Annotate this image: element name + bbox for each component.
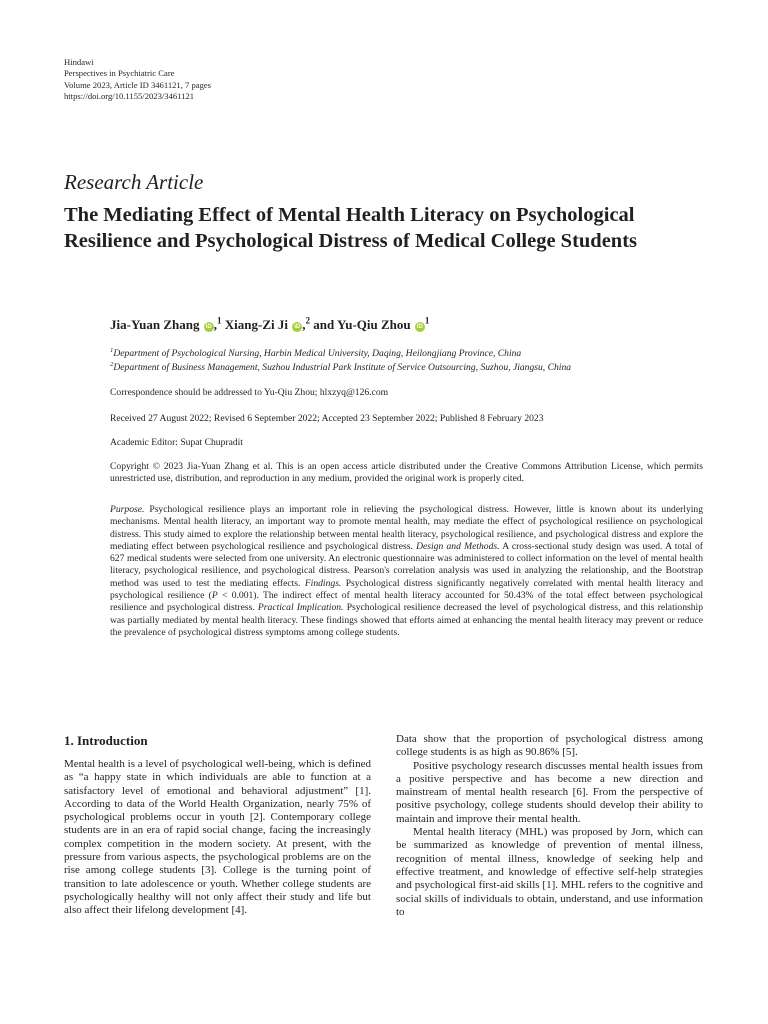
affiliation-text: Department of Business Management, Suzhou Industrial Park Institute of Service Outsourcing, Suzhou, Jiangsu, China [113,362,572,373]
p-value-symbol: P [211,590,218,602]
methods-label: Design and Methods. [416,540,500,552]
paragraph: Mental health literacy (MHL) was proposed by Jorn, which can be summarized as knowledge of prevention of mental illness, recognition of mental illness, knowledge of seeking help and effective treatment, and knowledge of effective self-help strategies and psychological first-aid skills [1]. MHL refers to the cognitive and social skills of individuals to obtain, understand, and use information to [396,826,703,918]
author-affil-number: 2 [305,315,311,326]
journal-header [64,57,211,103]
journal-name: Perspectives in Psychiatric Care [64,68,175,79]
academic-editor: Academic Editor: Supat Chupradit [110,437,243,448]
paper-title: The Mediating Effect of Mental Health Literacy on Psychological Resilience and Psychological Distress of Medical College Students [64,204,638,252]
affiliation-item [110,347,571,361]
paragraph: Data show that the proportion of psychological distress among college students is as high as 90.86% [5]. [396,733,703,759]
paragraph: Positive psychology research discusses mental health issues from a positive perspective and has become a new direction and mainstream of mental health research [6]. From the perspective of positive psychology, college students should develop their ability to maintain and improve their mental health. [396,759,703,825]
orcid-icon[interactable]: iD [294,324,301,330]
author-name: Jia-Yuan Zhang [110,317,200,332]
publication-dates: Received 27 August 2022; Revised 6 September 2022; Accepted 23 September 2022; Published 8 February 2023 [110,413,544,424]
copyright-notice: Copyright © 2023 Jia-Yuan Zhang et al. This is an open access article distributed under the Creative Commons Attribution License, which permits unrestricted use, distribution, and reproduction in any medium, provided the original work is properly cited. [110,461,703,485]
affiliation-number: 1 [110,346,114,354]
findings-label: Findings. [304,577,342,589]
doi-link[interactable]: https://doi.org/10.1155/2023/3461121 [64,91,195,102]
methods-text: A cross-sectional study design was used. A total of 627 medical students were selected from one university. An electronic questionnaire was administered to collect information on the level of mental health literacy, psychological resilience, and psychological distress. Pearson's correlation analysis was used in analyzing the relationship, and the Bootstrap method was used to test the mediating effects. [110,540,704,589]
author-affil-number: 1 [216,315,222,326]
volume-line: Volume 2023, Article ID 3461121, 7 pages [64,79,212,90]
abstract [110,504,703,639]
author-list: Jia-Yuan Zhang iD ,$^1$ Xiang-Zi Ji iD ,$^2$ and Yu-Qiu Zhou $iD^1$ [110,315,430,332]
left-column [64,758,371,918]
correspondence-line: Correspondence should be addressed to Yu-Qiu Zhou; hlxzyq@126.com [110,387,389,398]
findings-text: Psychological distress significantly negatively correlated with mental health literacy and psychological resilience ( [110,577,703,602]
purpose-label: Purpose. [110,504,145,515]
paragraph: Mental health is a level of psychological well-being, which is defined as “a happy state in which individuals are able to function at a satisfactory level of emotional and behavioral adjustment” [1]. According to data of the World Health Organization, nearly 75% of psychological problems occur in youth [2]. Contemporary college students are in an era of rapid social change, facing the increasingly complex competition in the modern society. At present, with the pressure from various aspects, the psychological problems are on the rise among college students [3]. College is the turning point of transition to late adolescence or youth. Whether college students are psychologically healthy will not only affect their study and life but also affect their lifelong development [4]. [64,758,371,917]
implication-text: Psychological resilience decreased the level of psychological distress, and this relationship was partially mediated by mental health literacy. These findings showed that efforts aimed at enhancing the mental health literacy may prevent or reduce the prevalence of psychological distress symptoms among college students. [110,602,703,638]
author-name: Xiang-Zi Ji [224,317,288,332]
affiliations [110,347,571,375]
orcid-icon[interactable]: iD [416,324,423,330]
orcid-icon[interactable]: iD [205,324,212,330]
author-name: Yu-Qiu Zhou [337,317,411,332]
author-conjunction: and [313,317,335,332]
affiliation-number: 2 [110,360,114,368]
affiliation-item [110,361,571,375]
right-column [396,733,703,919]
section-heading: 1. Introduction [64,733,148,748]
affiliation-text: Department of Psychological Nursing, Harbin Medical University, Daqing, Heilongjiang Province, China [113,348,522,359]
purpose-text: Psychological resilience plays an important role in relieving the psychological distress. However, little is known about its underlying mechanisms. Mental health literacy, an important way to promote mental health, may mediate the effect of psychological resilience on psychological distress. This study aimed to explore the relationship between mental health literacy, psychological resilience, and psychological distress and explore the mediating effect between psychological resilience and psychological distress. [110,504,703,552]
article-type: Research Article [64,170,204,194]
author-affil-number: 1 [424,315,430,326]
publisher-name: Hindawi [64,57,94,67]
findings-text-cont: < 0.001). The indirect effect of mental health literacy accounted for 50.43% of the total effect between psychological resilience and psychological distress. [110,590,703,614]
implication-label: Practical Implication. [257,602,344,614]
